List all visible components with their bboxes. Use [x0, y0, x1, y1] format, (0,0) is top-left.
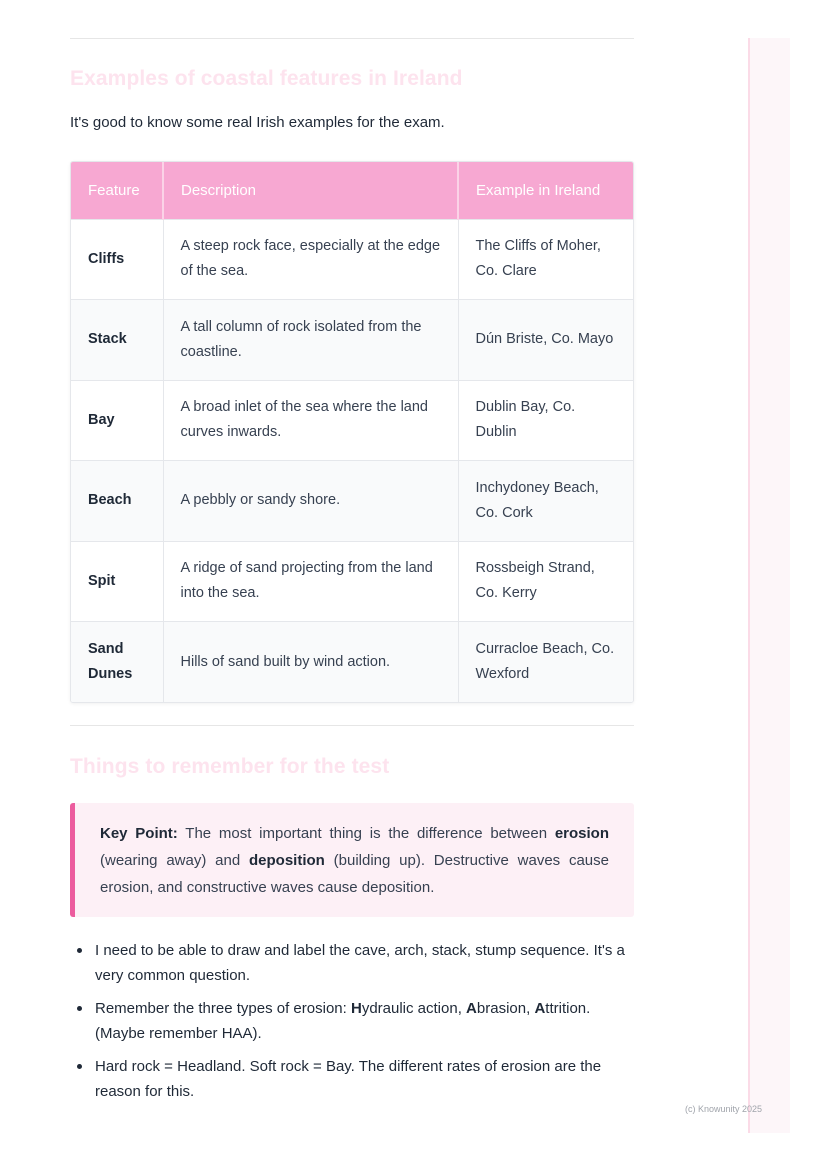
header-example: Example in Ireland — [458, 162, 634, 219]
key-term-deposition: deposition — [249, 852, 325, 869]
key-term-erosion: erosion — [554, 825, 609, 842]
table-row — [71, 300, 634, 381]
feature-cell: Cliffs — [71, 219, 163, 300]
table-header-row — [71, 162, 634, 219]
sidebar-strip — [748, 38, 790, 1133]
section-intro: It's good to know some real Irish examples for the exam. — [70, 114, 445, 131]
feature-cell: Beach — [71, 461, 163, 542]
table-row — [71, 219, 634, 300]
table-row — [71, 461, 634, 542]
sidebar-line — [748, 38, 750, 1133]
feature-cell: Sand Dunes — [71, 622, 163, 703]
description-cell: Hills of sand built by wind action. — [163, 622, 458, 703]
acronym-letter: A — [534, 1000, 546, 1017]
example-cell: Dublin Bay, Co. Dublin — [458, 380, 634, 461]
feature-cell: Bay — [71, 380, 163, 461]
list-item: I need to be able to draw and label the cave, arch, stack, stump sequence. It's a very common question. — [70, 938, 640, 988]
key-point-text: The most important thing is the difference between — [185, 825, 548, 842]
table-row — [71, 622, 634, 703]
description-cell: A pebbly or sandy shore. — [163, 461, 458, 542]
examples-table — [70, 161, 634, 703]
list-item-text: ydraulic action, — [361, 1000, 462, 1017]
example-cell: Curracloe Beach, Co. Wexford — [458, 622, 634, 703]
example-cell: Rossbeigh Strand, Co. Kerry — [458, 541, 634, 622]
section-heading-examples: Examples of coastal features in Ireland — [70, 67, 463, 90]
section-heading-remember: Things to remember for the test — [70, 755, 390, 778]
list-item-text: Remember the three types of erosion: — [95, 1000, 347, 1017]
key-point-text: (wearing away) and — [100, 852, 241, 869]
example-cell: Inchydoney Beach, Co. Cork — [458, 461, 634, 542]
header-description: Description — [163, 162, 458, 219]
description-cell: A broad inlet of the sea where the land curves inwards. — [163, 380, 458, 461]
notes-list — [70, 938, 640, 1112]
divider-top — [70, 38, 634, 39]
acronym-letter: H — [350, 1000, 362, 1017]
acronym-letter: A — [466, 1000, 477, 1017]
example-cell: The Cliffs of Moher, Co. Clare — [458, 219, 634, 300]
description-cell: A tall column of rock isolated from the coastline. — [163, 300, 458, 381]
key-point-text: (building up). Destructive waves cause erosion, and constructive waves cause deposition. — [100, 852, 609, 896]
divider-middle — [70, 725, 634, 726]
key-point-callout — [70, 803, 634, 917]
example-cell: Dún Briste, Co. Mayo — [458, 300, 634, 381]
table-row — [71, 541, 634, 622]
key-point-label: Key Point: — [100, 825, 178, 842]
list-item-text: ttrition. (Maybe remember HAA). — [95, 1000, 591, 1042]
description-cell: A steep rock face, especially at the edge of the sea. — [163, 219, 458, 300]
header-feature: Feature — [71, 162, 163, 219]
table-row — [71, 380, 634, 461]
feature-cell: Stack — [71, 300, 163, 381]
copyright-footer: (c) Knowunity 2025 — [685, 1104, 763, 1114]
feature-cell: Spit — [71, 541, 163, 622]
list-item — [70, 996, 640, 1046]
description-cell: A ridge of sand projecting from the land into the sea. — [163, 541, 458, 622]
list-item: Hard rock = Headland. Soft rock = Bay. The different rates of erosion are the reason for this. — [70, 1054, 640, 1104]
list-item-text: brasion, — [476, 1000, 531, 1017]
